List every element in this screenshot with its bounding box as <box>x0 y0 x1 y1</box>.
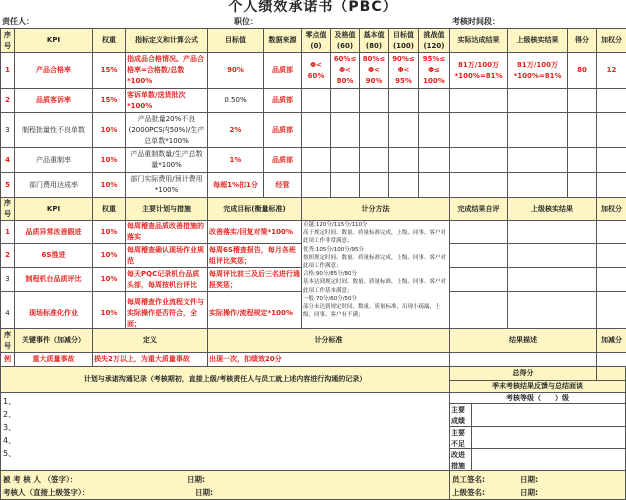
kpi-cell: 60%≤ Φ< 80% <box>331 53 360 89</box>
total-score-value[interactable] <box>596 366 626 381</box>
kpi-cell: 95%≤ Φ≤ 100% <box>419 53 450 89</box>
kpi-cell[interactable] <box>450 148 508 173</box>
assessee-sign-label: 被 考 核 人 （签字）： <box>3 475 78 484</box>
kpi-cell: 1 <box>1 53 15 89</box>
kpi-cell: 15% <box>93 89 126 113</box>
event-column-header: 计分标准 <box>208 329 450 353</box>
communication-line: 3、 <box>3 423 17 432</box>
plan-cell: 制程机台品质评比 <box>15 268 93 292</box>
kpi-column-header: 及格值(60) <box>331 29 360 53</box>
scoring-method-line: 部分未达到规定时间、数量、质量标准，出现小疏漏，上级、同事、客户有不满； <box>303 304 441 319</box>
kpi-cell <box>331 89 360 113</box>
kpi-cell: 品质部 <box>264 89 302 113</box>
kpi-cell: 10% <box>93 173 126 198</box>
plan-cell: 每天PQC记录机台品质头部，每周按机台评比 <box>126 268 208 292</box>
plan-row <box>1 221 626 244</box>
kpi-cell: 15% <box>93 53 126 89</box>
responsible-label: 责任人： <box>2 17 34 26</box>
plan-cell: 6S推进 <box>15 244 93 268</box>
kpi-cell[interactable] <box>597 113 626 148</box>
kpi-cell[interactable] <box>568 173 597 198</box>
kpi-cell <box>360 173 389 198</box>
kpi-cell[interactable]: 81万/100万 *100%=81% <box>508 53 568 89</box>
scoring-method-line: 高于规定时间、数量、质量标准完成，上级、同事、客户对此项工作非常满意； <box>303 230 447 245</box>
plan-cell: 每周6S稽查报告，每月各班组评比奖惩； <box>208 244 302 268</box>
kpi-cell[interactable] <box>568 89 597 113</box>
kpi-row <box>1 148 626 173</box>
kpi-cell: 1% <box>208 148 264 173</box>
kpi-cell[interactable] <box>597 148 626 173</box>
plan-column-header: 计分方法 <box>302 198 450 221</box>
plan-cell: 3 <box>1 268 15 292</box>
kpi-cell: 0.50% <box>208 89 264 113</box>
plan-column-header: 上级核实结果 <box>508 198 597 221</box>
kpi-column-header: 基本值(80) <box>360 29 389 53</box>
kpi-cell: 部门费用达成率 <box>15 173 93 198</box>
plan-cell: 10% <box>93 221 126 244</box>
kpi-cell: 指成品合格情况。产品合格率=合格数/总数*100% <box>126 53 208 89</box>
kpi-column-header: 数据来源 <box>264 29 302 53</box>
kpi-cell[interactable] <box>568 148 597 173</box>
kpi-cell[interactable] <box>597 173 626 198</box>
kpi-cell <box>419 173 450 198</box>
kpi-cell <box>302 173 331 198</box>
plan-table <box>0 197 626 335</box>
plan-cell: 改善落实/回复对策*100% <box>208 221 302 244</box>
kpi-cell[interactable] <box>450 113 508 148</box>
event-cell[interactable] <box>597 353 626 367</box>
communication-line: 2、 <box>3 410 17 419</box>
kpi-header-row <box>1 29 626 53</box>
achievements-field[interactable] <box>471 403 626 427</box>
plan-column-header: 完成目标(衡量标准) <box>208 198 302 221</box>
key-event-table <box>0 328 626 367</box>
kpi-cell[interactable] <box>508 113 568 148</box>
kpi-row <box>1 53 626 89</box>
kpi-cell: 5 <box>1 173 15 198</box>
event-column-header: 序号 <box>1 329 15 353</box>
communication-line: 4、 <box>3 436 17 445</box>
kpi-table <box>0 28 626 198</box>
plan-result-cell[interactable] <box>597 268 626 292</box>
event-cell: 出现一次，扣绩效20分 <box>208 353 450 367</box>
total-score-label: 总得分 <box>449 366 597 381</box>
kpi-cell: 品质部 <box>264 148 302 173</box>
assessee-date-label: 日期: <box>187 475 205 484</box>
scoring-method-line: 卓越:120分/115分/110分 <box>303 222 368 228</box>
kpi-cell <box>302 89 331 113</box>
scoring-method-line: 按照规定时间、数量、质量标准完成，上级、同事、客户对此项工作满意； <box>303 254 447 270</box>
kpi-column-header: 目标值 <box>208 29 264 53</box>
kpi-cell: 产品批量20%不良(2000PCS内50%)/生产总单数*100% <box>126 113 208 148</box>
plan-result-cell[interactable] <box>450 268 508 292</box>
plan-cell: 2 <box>1 244 15 268</box>
plan-result-cell[interactable] <box>450 221 508 244</box>
plan-cell: 品质异常改善跟进 <box>15 221 93 244</box>
improvements-label: 改进措施 <box>449 448 472 471</box>
plan-result-cell[interactable] <box>597 221 626 244</box>
event-cell: 损失2万以上，为重大质量事故 <box>93 353 208 367</box>
plan-cell: 10% <box>93 268 126 292</box>
kpi-cell: 3 <box>1 113 15 148</box>
kpi-cell: 品质部 <box>264 53 302 89</box>
plan-result-cell[interactable] <box>508 221 597 244</box>
kpi-cell: 经管 <box>264 173 302 198</box>
kpi-column-header: 实际达成结果 <box>450 29 508 53</box>
kpi-cell: Φ< 60% <box>302 53 331 89</box>
shortcomings-label: 主要不足 <box>449 426 472 449</box>
kpi-cell[interactable] <box>568 113 597 148</box>
event-cell[interactable] <box>450 353 597 367</box>
plan-result-cell[interactable] <box>597 244 626 268</box>
plan-result-cell[interactable] <box>508 268 597 292</box>
kpi-column-header: 权重 <box>93 29 126 53</box>
kpi-cell: 品质部 <box>264 113 302 148</box>
event-column-header: 结果描述 <box>450 329 597 353</box>
kpi-cell <box>302 148 331 173</box>
communication-record[interactable] <box>0 392 450 471</box>
kpi-cell[interactable] <box>450 173 508 198</box>
event-column-header: 加减分 <box>597 329 626 353</box>
superior-sign-label: 上级签名: <box>452 488 485 497</box>
kpi-cell: 80%≤ Φ< 90% <box>360 53 389 89</box>
kpi-cell[interactable] <box>597 89 626 113</box>
plan-cell: 每周稽查作业流程文件与实际操作是否符合，全面； <box>126 292 208 335</box>
kpi-cell <box>360 89 389 113</box>
plan-cell: 每周评比前三及后三名进行通报奖惩； <box>208 268 302 292</box>
event-cell: 重大质量事故 <box>15 353 93 367</box>
kpi-cell: 10% <box>93 148 126 173</box>
kpi-cell: 产品合格率 <box>15 53 93 89</box>
event-column-header: 关键事件（加减分） <box>15 329 93 353</box>
kpi-cell <box>331 113 360 148</box>
plan-cell: 10% <box>93 244 126 268</box>
plan-column-header: 完成结果自评 <box>450 198 508 221</box>
event-example-row <box>1 353 626 367</box>
kpi-column-header: 挑战值(120) <box>419 29 450 53</box>
kpi-cell: 10% <box>93 113 126 148</box>
kpi-cell <box>389 89 419 113</box>
kpi-cell <box>389 113 419 148</box>
improvements-field[interactable] <box>471 448 626 471</box>
kpi-column-header: 序号 <box>1 29 15 53</box>
kpi-cell <box>389 148 419 173</box>
employee-sign-label: 员工签名: <box>452 475 485 484</box>
kpi-cell[interactable] <box>508 148 568 173</box>
plan-column-header: 权重 <box>93 198 126 221</box>
plan-column-header: 主要计划与措施 <box>126 198 208 221</box>
plan-result-cell[interactable] <box>508 244 597 268</box>
kpi-cell: 4 <box>1 148 15 173</box>
plan-column-header: 加权分 <box>597 198 626 221</box>
plan-cell: 现场标准化作业 <box>15 292 93 335</box>
kpi-cell: 2 <box>1 89 15 113</box>
kpi-cell[interactable]: 80 <box>568 53 597 89</box>
kpi-cell[interactable] <box>450 89 508 113</box>
communication-line: 1、 <box>3 397 17 406</box>
assessor-date-label: 日期: <box>195 488 213 497</box>
page-title: 个人绩效承诺书（PBC） <box>228 0 398 15</box>
shortcomings-field[interactable] <box>471 426 626 449</box>
grade-label: 考核等级（ ）级 <box>449 392 626 404</box>
event-cell: 例 <box>1 353 15 367</box>
scoring-method-line: 基本达到规定时间、数量、质量标准，上级、同事、客户对此项工作基本满意； <box>303 279 447 294</box>
kpi-cell <box>419 148 450 173</box>
plan-cell: 4 <box>1 292 15 335</box>
kpi-row <box>1 113 626 148</box>
kpi-cell[interactable] <box>508 173 568 198</box>
event-column-header: 定义 <box>93 329 208 353</box>
scoring-method-line: 一般:70分/60分/50分 <box>303 295 358 302</box>
kpi-cell <box>360 148 389 173</box>
assessor-signature-block[interactable] <box>0 470 450 500</box>
kpi-cell <box>331 148 360 173</box>
plan-header-row <box>1 198 626 221</box>
plan-column-header: 序号 <box>1 198 15 221</box>
plan-cell: 1 <box>1 221 15 244</box>
plan-result-cell[interactable] <box>450 244 508 268</box>
kpi-cell <box>389 173 419 198</box>
kpi-cell: 2% <box>208 113 264 148</box>
achievements-label: 主要成绩 <box>449 403 472 427</box>
kpi-column-header: 上级核实结果 <box>508 29 568 53</box>
plan-column-header: KPI <box>15 198 93 221</box>
plan-cell: 每周稽查品质改善措施的落实 <box>126 221 208 244</box>
period-label: 考核时间段： <box>452 17 500 26</box>
kpi-column-header: 目标值(100) <box>389 29 419 53</box>
kpi-column-header: KPI <box>15 29 93 53</box>
kpi-cell: 90%≤ Φ< 95% <box>389 53 419 89</box>
kpi-row <box>1 173 626 198</box>
kpi-cell: 部门实际费用/预计费用*100% <box>126 173 208 198</box>
kpi-cell[interactable]: 81万/100万 *100%=81% <box>450 53 508 89</box>
kpi-cell[interactable] <box>508 89 568 113</box>
kpi-cell: 品质客诉率 <box>15 89 93 113</box>
plan-cell: 每周稽查确认现场作业规范 <box>126 244 208 268</box>
kpi-cell: 产品重制率 <box>15 148 93 173</box>
kpi-column-header: 零点值(0) <box>302 29 331 53</box>
kpi-cell[interactable]: 12 <box>597 53 626 89</box>
kpi-cell <box>302 113 331 148</box>
kpi-column-header: 加权分 <box>597 29 626 53</box>
kpi-cell <box>419 113 450 148</box>
kpi-row <box>1 89 626 113</box>
quarter-review-label: 季末考核结果反馈与总结面谈 <box>449 380 626 393</box>
scoring-method <box>302 221 450 335</box>
communication-line: 5、 <box>3 449 17 458</box>
kpi-column-header: 得分 <box>568 29 597 53</box>
position-label: 职位： <box>234 17 258 26</box>
kpi-cell <box>331 173 360 198</box>
communication-header: 计划与承诺沟通记录（考核期初，直接上级/考核责任人与员工就上述内容进行沟通的记录） <box>0 366 450 393</box>
scoring-method-line: 合格:90分/85分/80分 <box>303 271 358 278</box>
kpi-cell: 制程批量性不良单数 <box>15 113 93 148</box>
plan-cell: 10% <box>93 292 126 335</box>
kpi-cell: 产品重制数量/生产总数量*100% <box>126 148 208 173</box>
kpi-cell: 90% <box>208 53 264 89</box>
kpi-cell <box>419 89 450 113</box>
scoring-method-line: 优秀:105分/100分/95分 <box>303 246 365 253</box>
employee-signature-block[interactable] <box>449 470 626 500</box>
kpi-cell: 每超1%扣1分 <box>208 173 264 198</box>
event-header-row <box>1 329 626 353</box>
employee-date-label: 日期: <box>520 475 538 484</box>
kpi-cell: 客诉单数/送货批次*100% <box>126 89 208 113</box>
plan-cell: 实际操作/流程规定*100% <box>208 292 302 335</box>
assessor-sign-label: 考核人（直接上级签字）： <box>3 488 90 497</box>
kpi-cell <box>360 113 389 148</box>
superior-date-label: 日期: <box>520 488 538 497</box>
kpi-column-header: 指标定义和计算公式 <box>126 29 208 53</box>
